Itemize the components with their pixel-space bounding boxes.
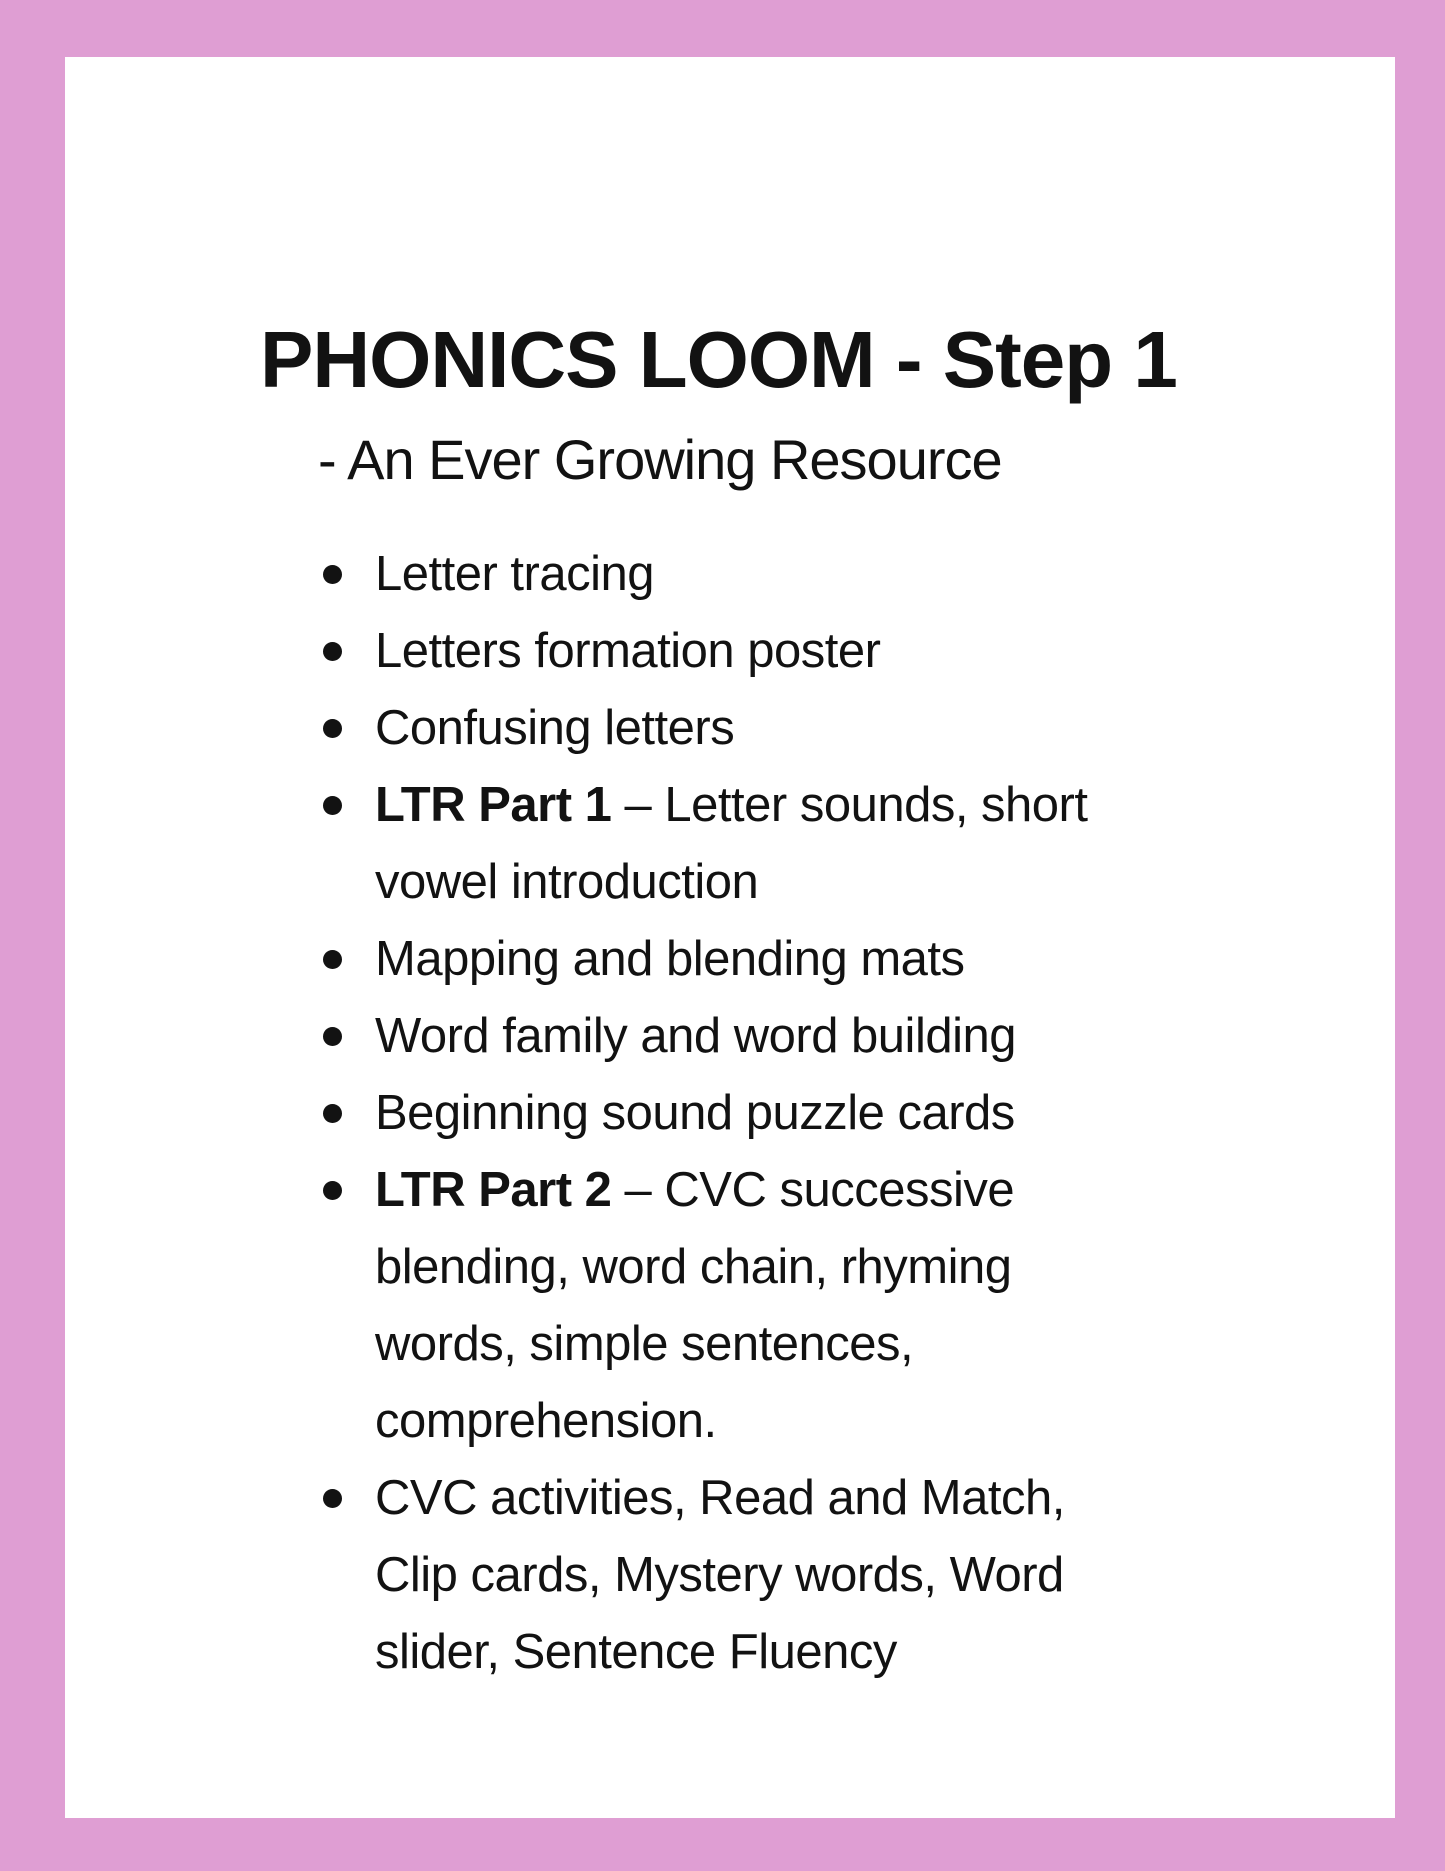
page-subtitle: - An Ever Growing Resource	[318, 428, 1002, 491]
bullet-icon	[323, 642, 342, 661]
list-item-text: Letter tracing	[375, 547, 654, 601]
list-item-text: Word family and word building	[375, 1009, 1016, 1063]
list-item-text: Mapping and blending mats	[375, 932, 965, 986]
bullet-icon	[323, 1027, 342, 1046]
list-item	[260, 536, 1135, 613]
list-item-text: Beginning sound puzzle cards	[375, 1086, 1015, 1140]
poster-content	[260, 57, 1355, 1691]
bullet-icon	[323, 565, 342, 584]
bullet-icon	[323, 796, 342, 815]
list-item	[260, 613, 1135, 690]
list-item-bold: LTR Part 2	[375, 1163, 612, 1217]
bullet-icon	[323, 950, 342, 969]
list-item	[260, 767, 1135, 921]
page-title: PHONICS LOOM - Step 1	[260, 315, 1177, 404]
list-item	[260, 998, 1135, 1075]
list-item-text: – CVC successive blending, word chain, rhyming words, simple sentences, comprehension.	[375, 1163, 1015, 1448]
bullet-icon	[323, 1181, 342, 1200]
list-item-bold: LTR Part 1	[375, 778, 612, 832]
list-item-text: Letters formation poster	[375, 624, 881, 678]
list-item-text: Confusing letters	[375, 701, 735, 755]
list-item	[260, 1152, 1135, 1460]
list-item-text: – Letter sounds, short vowel introduction	[375, 778, 1088, 909]
list-item-text: CVC activities, Read and Match, Clip cards, Mystery words, Word slider, Sentence Fluency	[375, 1471, 1065, 1679]
bullet-icon	[323, 1104, 342, 1123]
poster-page	[65, 57, 1395, 1818]
bullet-icon	[323, 719, 342, 738]
list-item	[260, 690, 1135, 767]
list-item	[260, 921, 1135, 998]
bullet-icon	[323, 1489, 342, 1508]
list-item	[260, 1460, 1135, 1691]
list-item	[260, 1075, 1135, 1152]
feature-list	[260, 536, 1135, 1691]
